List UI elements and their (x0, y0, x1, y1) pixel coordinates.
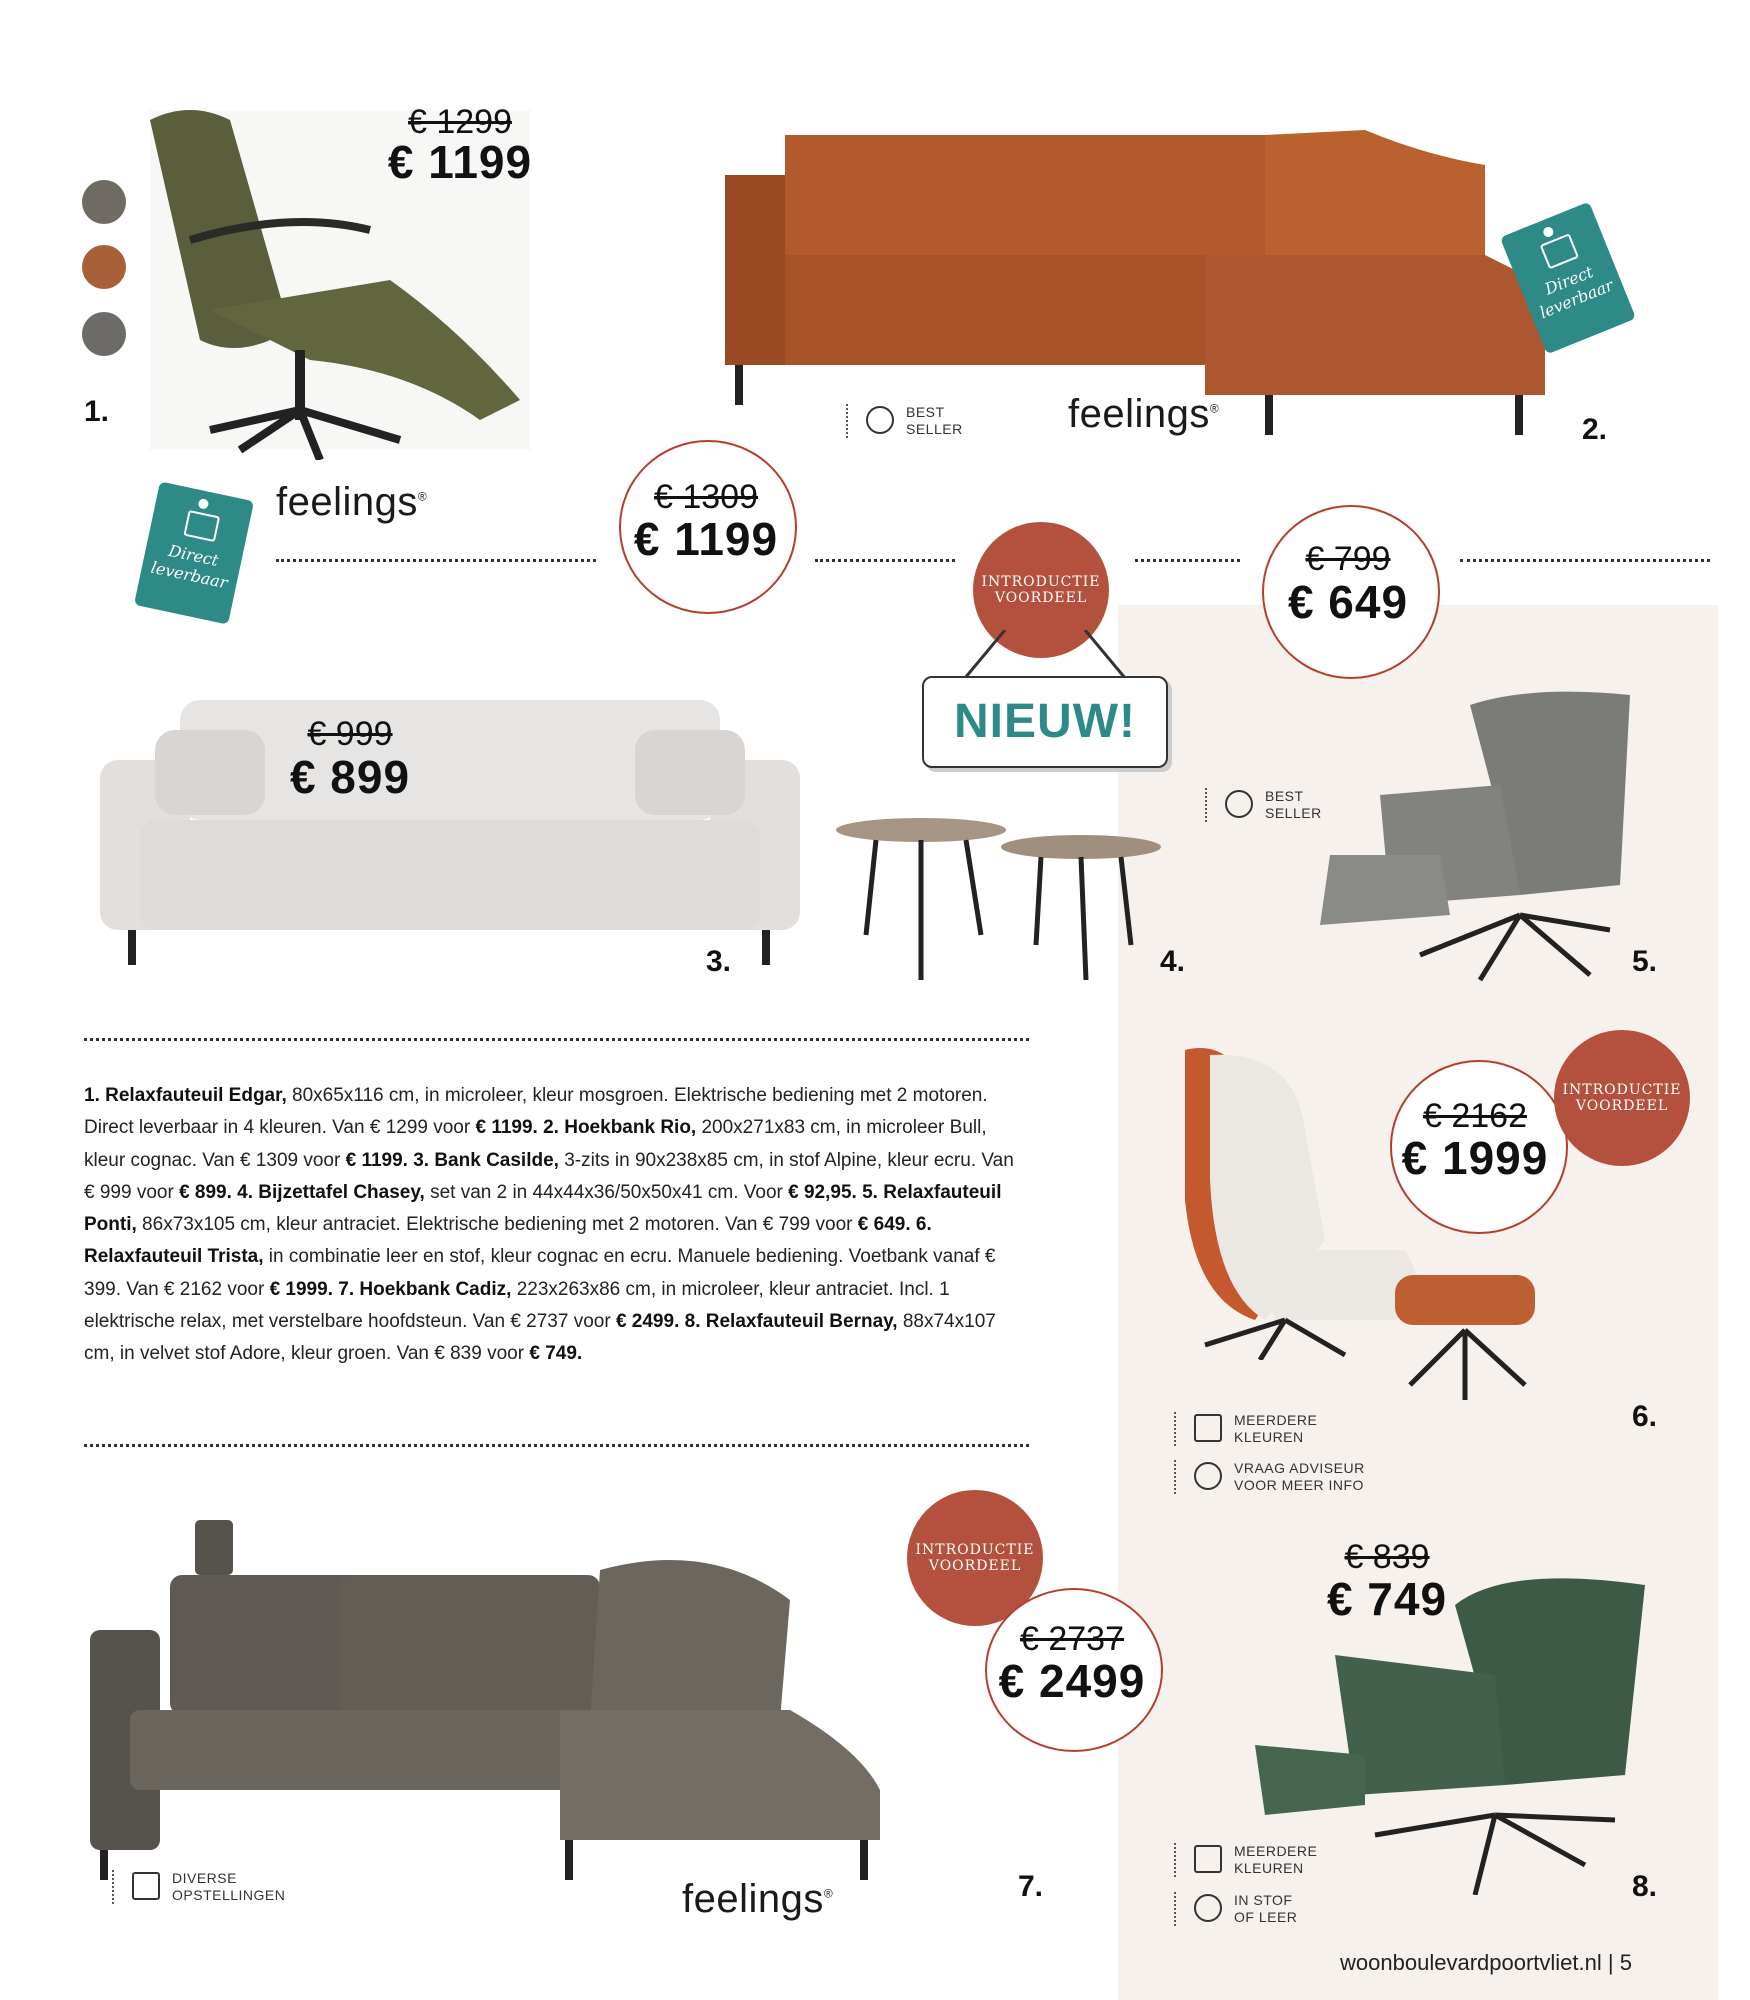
product-8-new-price: € 749 (1326, 1573, 1448, 1625)
product-1-old-price: € 1299 (408, 103, 512, 141)
feelings-logo-2: feelings® (1068, 392, 1220, 436)
meerdere-kleuren-badge-8 (1234, 1843, 1317, 1877)
website-link[interactable]: woonboulevardpoortvliet.nl (1340, 1950, 1602, 1975)
badge-line-1: MEERDERE (1234, 1843, 1318, 1859)
badge-divider (846, 404, 848, 438)
description-text-2: 3-zits in 90x238x85 cm, in stof Alpine, kleur ecru. Van € 999 voor (84, 1149, 1014, 1203)
badge-line-2: OF LEER (1234, 1909, 1298, 1925)
badge-divider (1174, 1843, 1176, 1877)
divider-dots-1 (276, 559, 596, 562)
description-bold-3: € 899. 4. Bijzettafel Chasey, (179, 1181, 425, 1203)
product-3-old-price: € 999 (307, 715, 393, 753)
delivery-truck-icon (183, 510, 220, 542)
feelings-logo-3: feelings® (682, 1877, 834, 1921)
product-2-photo (725, 125, 1545, 435)
description-bold-5: € 649. 6. Relaxfauteuil Trista, (84, 1214, 932, 1268)
divider-dots-4 (1460, 559, 1710, 562)
badge-divider (1205, 788, 1207, 822)
product-5-new-price: € 649 (1287, 576, 1409, 628)
product-3-number: 3. (706, 945, 732, 978)
divider-dots-2 (815, 559, 955, 562)
product-7-new-price: € 2499 (998, 1655, 1146, 1707)
best-seller-badge-2 (906, 404, 963, 438)
badge-line-1: BEST (1265, 788, 1304, 804)
product-6-old-price: € 2162 (1423, 1097, 1527, 1135)
vraag-adviseur-badge (1234, 1460, 1365, 1494)
intro-voordeel-badge-2: INTRODUCTIE VOORDEEL (1554, 1030, 1690, 1166)
product-4-photo (836, 815, 1166, 985)
product-4-number: 4. (1160, 945, 1186, 978)
product-6-number: 6. (1632, 1400, 1658, 1433)
product-1-new-price: € 1199 (387, 136, 533, 188)
badge-line-2: OPSTELLINGEN (172, 1887, 286, 1903)
product-7-photo (90, 1520, 990, 1880)
product-7-old-price: € 2737 (1020, 1620, 1124, 1658)
page-number: 5 (1619, 1950, 1632, 1975)
product-2-old-price: € 1309 (654, 478, 758, 516)
badge-line-2: KLEUREN (1234, 1860, 1304, 1876)
product-2-number: 2. (1582, 413, 1608, 446)
badge-line-1: VRAAG ADVISEUR (1234, 1460, 1365, 1476)
color-fan-icon (1194, 1845, 1222, 1873)
product-3-new-price: € 899 (289, 751, 411, 803)
nieuw-sign: NIEUW! (922, 676, 1168, 768)
color-swatch-3[interactable] (82, 312, 126, 356)
description-bold-4: € 92,95. 5. Relaxfauteuil Ponti, (84, 1181, 1002, 1236)
fabric-swatch-icon (1194, 1894, 1222, 1922)
description-text-6: 223x263x86 cm, in microleer, kleur antraciet. Incl. 1 elektrische relax, met verstelbare hoofdsteun. Van € 2737 voor (84, 1278, 950, 1333)
badge-line-2: KLEUREN (1234, 1429, 1304, 1445)
description-bold-7: € 2499. 8. Relaxfauteuil Bernay, (615, 1311, 898, 1333)
product-5-photo (1320, 685, 1640, 985)
description-bold-8: € 749. (529, 1343, 583, 1365)
badge-divider (1174, 1460, 1176, 1494)
product-description (84, 1080, 1024, 1371)
badge-line-1: IN STOF (1234, 1892, 1293, 1908)
ottoman-photo (1390, 1270, 1540, 1400)
divider-dots-6 (84, 1444, 1029, 1447)
description-bold-0: 1. Relaxfauteuil Edgar, (84, 1085, 287, 1106)
badge-line-1: BEST (906, 404, 945, 420)
badge-line-1: MEERDERE (1234, 1412, 1318, 1428)
product-5-number: 5. (1632, 945, 1658, 978)
color-swatch-1[interactable] (82, 180, 126, 224)
badge-line-2: SELLER (906, 421, 963, 437)
badge-divider (112, 1870, 114, 1904)
tag-hole (197, 498, 209, 510)
product-2-new-price: € 1199 (633, 513, 779, 565)
intro-voordeel-badge-1: INTRODUCTIE VOORDEEL (973, 522, 1109, 658)
delivery-truck-icon (1540, 233, 1579, 269)
tag-text: Direct leverbaar (1536, 262, 1617, 323)
tag-text: Direct leverbaar (149, 540, 230, 593)
badge-line-2: SELLER (1265, 805, 1322, 821)
meerdere-kleuren-badge-6 (1234, 1412, 1317, 1446)
badge-line-1: DIVERSE (172, 1870, 237, 1886)
chat-bubbles-icon (1194, 1462, 1222, 1490)
product-8-old-price: € 839 (1344, 1538, 1430, 1576)
best-seller-badge-5 (1265, 788, 1322, 822)
award-icon (866, 406, 894, 434)
tag-hole (1542, 226, 1555, 239)
color-swatch-2[interactable] (82, 245, 126, 289)
description-text-5: in combinatie leer en stof, kleur cognac en ecru. Manuele bediening. Voetbank vanaf € 399. Van € 2162 voor (84, 1246, 996, 1300)
color-fan-icon (1194, 1414, 1222, 1442)
diverse-opstellingen-badge (172, 1870, 285, 1904)
divider-dots-3 (1135, 559, 1240, 562)
hang-string (955, 630, 1135, 680)
description-bold-1: € 1199. 2. Hoekbank Rio, (475, 1117, 697, 1139)
direct-leverbaar-tag-1 (134, 481, 254, 624)
sofa-layout-icon (132, 1872, 160, 1900)
product-8-number: 8. (1632, 1870, 1658, 1903)
description-bold-6: € 1999. 7. Hoekbank Cadiz, (269, 1278, 512, 1300)
description-text-0: 80x65x116 cm, in microleer, kleur mosgroen. Elektrische bediening met 2 motoren. Direct leverbaar in 4 kleuren. Van € 1299 voor (84, 1085, 988, 1139)
feelings-logo-1: feelings® (276, 480, 428, 524)
badge-line-2: VOOR MEER INFO (1234, 1477, 1364, 1493)
badge-divider (1174, 1892, 1176, 1926)
badge-divider (1174, 1412, 1176, 1446)
award-icon (1225, 790, 1253, 818)
product-3-photo (100, 690, 800, 965)
in-stof-of-leer-badge (1234, 1892, 1297, 1926)
page-footer (1340, 1950, 1632, 1976)
product-1-number: 1. (84, 395, 110, 428)
product-5-old-price: € 799 (1305, 540, 1391, 578)
product-6-new-price: € 1999 (1401, 1132, 1549, 1184)
divider-dots-5 (84, 1038, 1029, 1041)
description-text-1: 200x271x83 cm, in microleer Bull, kleur cognac. Van € 1309 voor (84, 1117, 987, 1171)
description-text-7: 88x74x107 cm, in velvet stof Adore, kleur groen. Van € 839 voor (84, 1311, 996, 1365)
description-text-3: set van 2 in 44x44x36/50x50x41 cm. Voor (424, 1181, 789, 1203)
footer-separator: | (1607, 1950, 1614, 1975)
intro-voordeel-badge-3: INTRODUCTIE VOORDEEL (907, 1490, 1043, 1626)
description-bold-2: € 1199. 3. Bank Casilde, (345, 1149, 559, 1171)
description-text-4: 86x73x105 cm, kleur antraciet. Elektrische bediening met 2 motoren. Van € 799 voor (136, 1214, 858, 1236)
product-7-number: 7. (1018, 1870, 1044, 1903)
